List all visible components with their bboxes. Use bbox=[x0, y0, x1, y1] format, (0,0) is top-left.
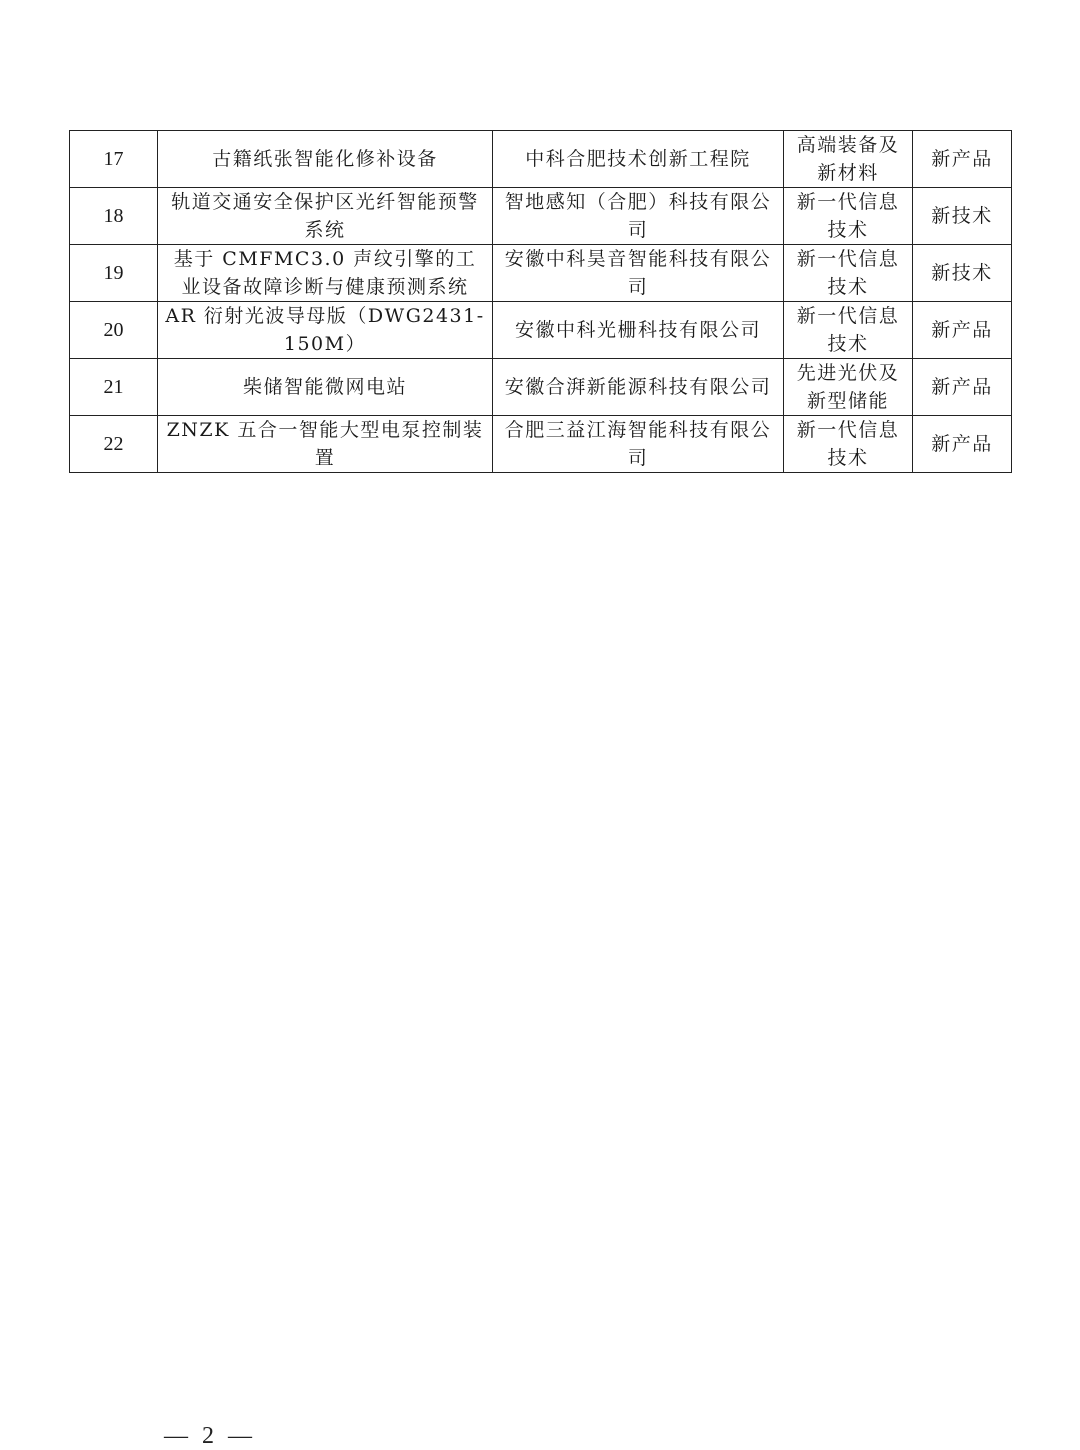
category: 新产品 bbox=[913, 416, 1012, 473]
organization: 安徽中科昊音智能科技有限公司 bbox=[493, 245, 784, 302]
organization: 中科合肥技术创新工程院 bbox=[493, 131, 784, 188]
category: 新产品 bbox=[913, 302, 1012, 359]
organization: 合肥三益江海智能科技有限公司 bbox=[493, 416, 784, 473]
category: 新技术 bbox=[913, 188, 1012, 245]
row-number: 17 bbox=[70, 131, 158, 188]
field: 新一代信息技术 bbox=[784, 416, 913, 473]
row-number: 18 bbox=[70, 188, 158, 245]
table-row bbox=[70, 131, 1012, 188]
category: 新技术 bbox=[913, 245, 1012, 302]
field: 先进光伏及新型储能 bbox=[784, 359, 913, 416]
project-name: 柴储智能微网电站 bbox=[158, 359, 493, 416]
page-number: — 2 — bbox=[164, 1423, 256, 1449]
field: 新一代信息技术 bbox=[784, 245, 913, 302]
row-number: 22 bbox=[70, 416, 158, 473]
project-name: 古籍纸张智能化修补设备 bbox=[158, 131, 493, 188]
field: 高端装备及新材料 bbox=[784, 131, 913, 188]
table-row bbox=[70, 416, 1012, 473]
field: 新一代信息技术 bbox=[784, 302, 913, 359]
table-row bbox=[70, 359, 1012, 416]
organization: 安徽合湃新能源科技有限公司 bbox=[493, 359, 784, 416]
project-table bbox=[69, 130, 1012, 473]
category: 新产品 bbox=[913, 359, 1012, 416]
table-row bbox=[70, 245, 1012, 302]
category: 新产品 bbox=[913, 131, 1012, 188]
field: 新一代信息技术 bbox=[784, 188, 913, 245]
row-number: 21 bbox=[70, 359, 158, 416]
organization: 安徽中科光栅科技有限公司 bbox=[493, 302, 784, 359]
project-name: AR 衍射光波导母版（DWG2431-150M） bbox=[158, 302, 493, 359]
organization: 智地感知（合肥）科技有限公司 bbox=[493, 188, 784, 245]
row-number: 20 bbox=[70, 302, 158, 359]
table-row bbox=[70, 188, 1012, 245]
project-name: 轨道交通安全保护区光纤智能预警系统 bbox=[158, 188, 493, 245]
project-name: ZNZK 五合一智能大型电泵控制装置 bbox=[158, 416, 493, 473]
project-name: 基于 CMFMC3.0 声纹引擎的工业设备故障诊断与健康预测系统 bbox=[158, 245, 493, 302]
table-row bbox=[70, 302, 1012, 359]
row-number: 19 bbox=[70, 245, 158, 302]
